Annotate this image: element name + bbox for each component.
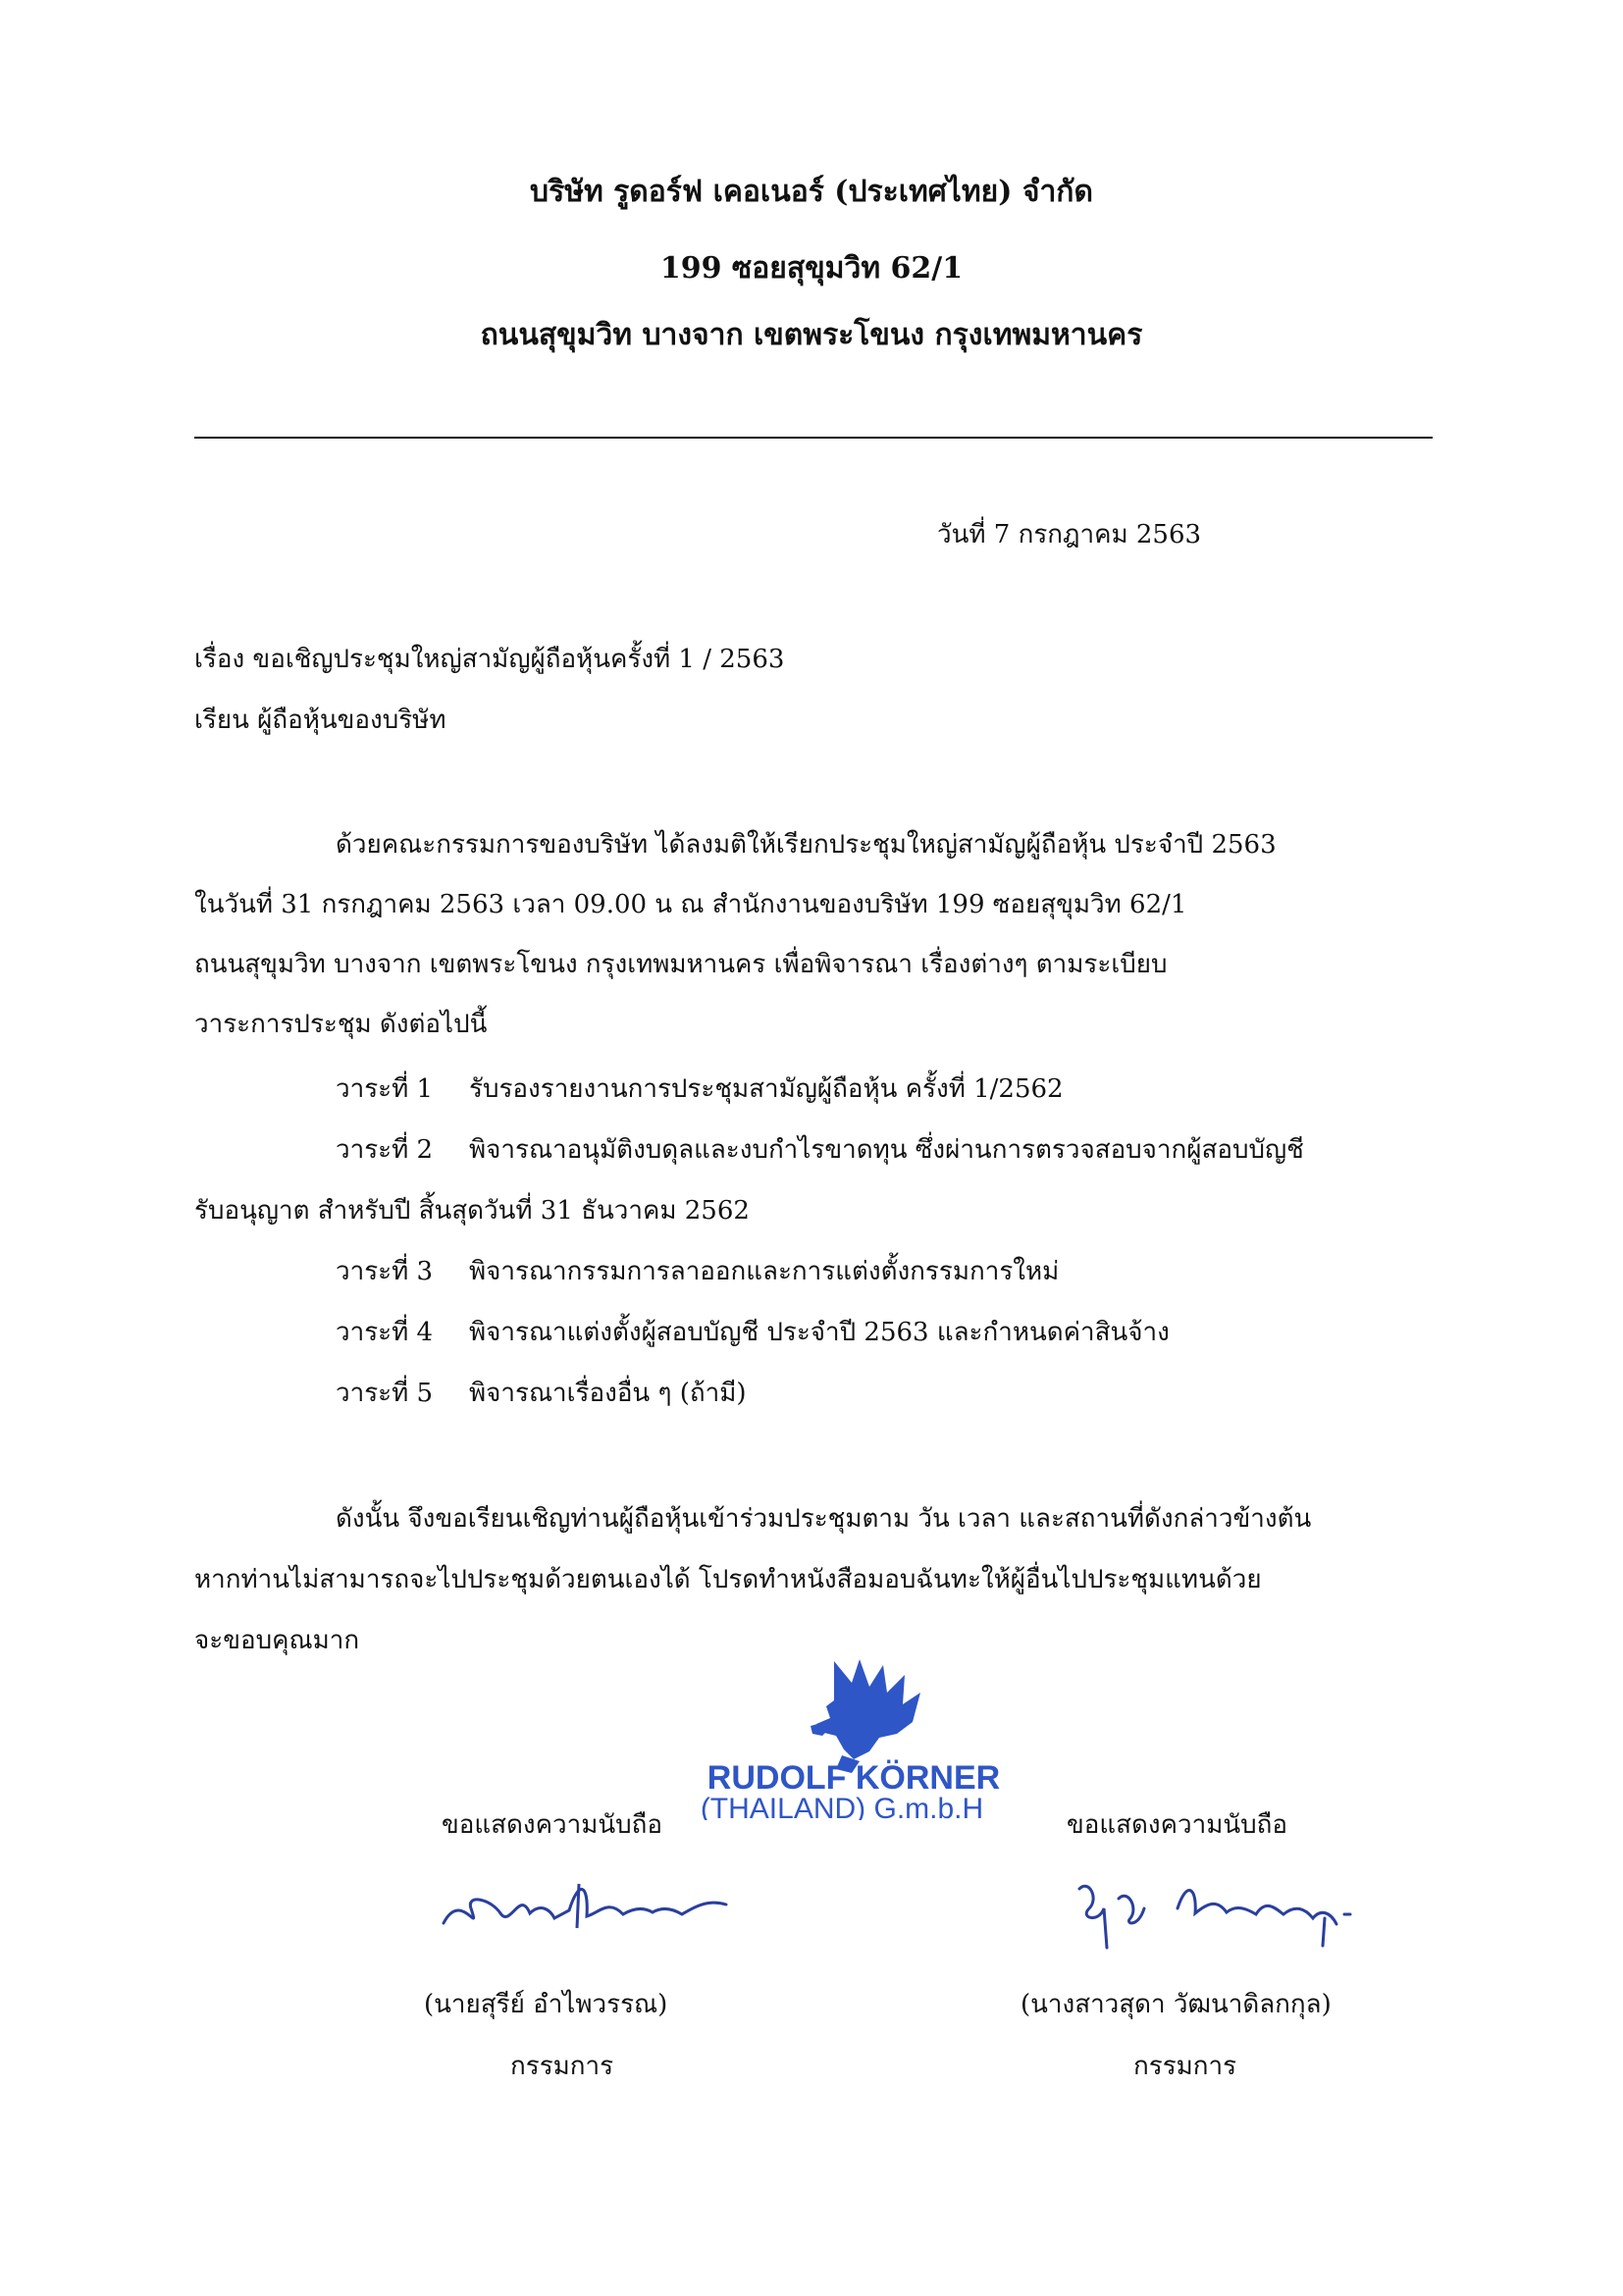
agenda-label: วาระที่ 5 xyxy=(336,1379,434,1408)
signatory-regards: ขอแสดงความนับถือ xyxy=(1067,1810,1287,1840)
closing-line: หากท่านไม่สามารถจะไปประชุมด้วยตนเองได้ โปรดทำหนังสือมอบฉันทะให้ผู้อื่นไปประชุมแทนด้วย xyxy=(194,1565,1262,1594)
body-line: ถนนสุขุมวิท บางจาก เขตพระโขนง กรุงเทพมหานคร เพื่อพิจารณา เรื่องต่างๆ ตามระเบียบ xyxy=(194,950,1168,979)
signatory-title: กรรมการ xyxy=(1133,2052,1237,2081)
agenda-label: วาระที่ 3 xyxy=(336,1257,434,1286)
signatory-title: กรรมการ xyxy=(510,2052,614,2081)
eagle-stamp-icon xyxy=(687,1653,1021,1820)
svg-text:RUDOLF KÖRNER: RUDOLF KÖRNER xyxy=(707,1759,1001,1797)
agenda-label: วาระที่ 2 xyxy=(336,1135,434,1165)
agenda-text: พิจารณากรรมการลาออกและการแต่งตั้งกรรมการใหม่ xyxy=(469,1257,1060,1286)
agenda-text: พิจารณาอนุมัติงบดุลและงบกำไรขาดทุน ซึ่งผ่านการตรวจสอบจากผู้สอบบัญชี xyxy=(469,1135,1304,1165)
letter-recipient: เรียน ผู้ถือหุ้นของบริษัท xyxy=(194,705,446,735)
signatory-regards: ขอแสดงความนับถือ xyxy=(442,1810,662,1840)
agenda-text-continued: รับอนุญาต สำหรับปี สิ้นสุดวันที่ 31 ธันวาคม 2562 xyxy=(194,1196,750,1226)
signatory-name: (นางสาวสุดา วัฒนาดิลกกุล) xyxy=(1021,1990,1332,2019)
body-line: วาระการประชุม ดังต่อไปนี้ xyxy=(194,1010,488,1039)
agenda-label: วาระที่ 4 xyxy=(336,1318,434,1347)
agenda-label: วาระที่ 1 xyxy=(336,1074,434,1104)
signature-2-icon xyxy=(1060,1869,1374,1957)
signatory-name: (นายสุรีย์ อำไพวรรณ) xyxy=(424,1990,668,2019)
company-address-line2: ถนนสุขุมวิท บางจาก เขตพระโขนง กรุงเทพมหานคร xyxy=(480,318,1143,352)
agenda-text: พิจารณาแต่งตั้งผู้สอบบัญชี ประจำปี 2563 และกำหนดค่าสินจ้าง xyxy=(469,1318,1170,1347)
agenda-text: รับรองรายงานการประชุมสามัญผู้ถือหุ้น ครั้งที่ 1/2562 xyxy=(469,1074,1064,1104)
agenda-text: พิจารณาเรื่องอื่น ๆ (ถ้ามี) xyxy=(469,1379,747,1408)
header-divider xyxy=(194,437,1433,439)
svg-text:(THAILAND) G.m.b.H: (THAILAND) G.m.b.H xyxy=(700,1793,984,1820)
company-stamp xyxy=(687,1653,1021,1820)
letter-subject: เรื่อง ขอเชิญประชุมใหญ่สามัญผู้ถือหุ้นครั้งที่ 1 / 2563 xyxy=(194,645,785,674)
letter-date: วันที่ 7 กรกฎาคม 2563 xyxy=(937,520,1202,549)
signature-1-icon xyxy=(432,1869,746,1948)
body-line: ด้วยคณะกรรมการของบริษัท ได้ลงมติให้เรียกประชุมใหญ่สามัญผู้ถือหุ้น ประจำปี 2563 xyxy=(336,830,1277,860)
body-line: ในวันที่ 31 กรกฎาคม 2563 เวลา 09.00 น ณ สำนักงานของบริษัท 199 ซอยสุขุมวิท 62/1 xyxy=(194,890,1187,919)
closing-line: ดังนั้น จึงขอเรียนเชิญท่านผู้ถือหุ้นเข้าร่วมประชุมตาม วัน เวลา และสถานที่ดังกล่าวข้างต้น xyxy=(336,1504,1312,1534)
closing-line: จะขอบคุณมาก xyxy=(194,1626,360,1655)
company-address-line1: 199 ซอยสุขุมวิท 62/1 xyxy=(659,251,964,286)
company-name: บริษัท รูดอร์ฟ เคอเนอร์ (ประเทศไทย) จำกัด xyxy=(530,175,1093,209)
